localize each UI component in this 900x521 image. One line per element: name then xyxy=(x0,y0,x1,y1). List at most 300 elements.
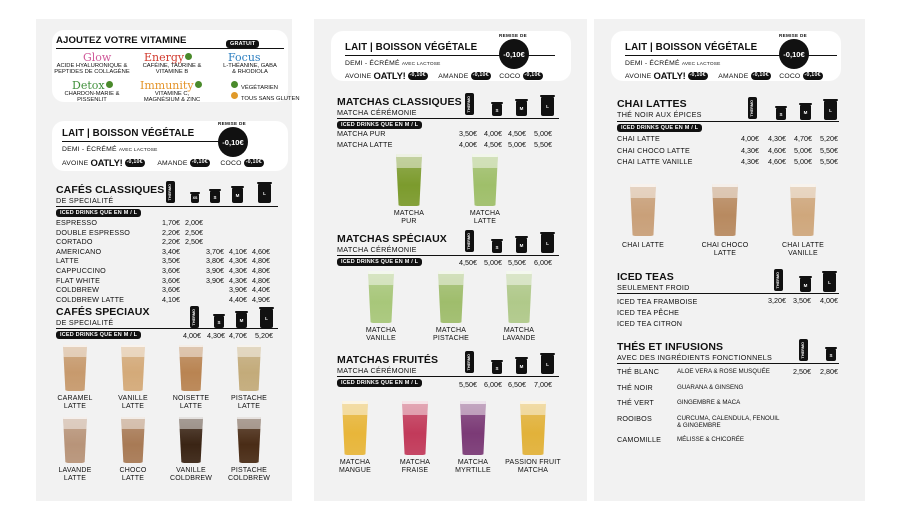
thermo-icon xyxy=(465,351,474,373)
oatly-logo: OATLY! xyxy=(653,71,686,82)
thermo-label: THERMO xyxy=(467,96,472,113)
glass-rim xyxy=(368,271,394,274)
price: 4,30€ xyxy=(741,145,759,155)
coco-label: COCO xyxy=(499,73,521,80)
vitamin-glow-desc2: PEPTIDES DE COLLAGÈNE xyxy=(54,69,130,75)
menu-item-name: CORTADO xyxy=(56,237,93,247)
glass-rim xyxy=(630,184,656,187)
menu-item-name: LATTE xyxy=(56,256,79,266)
thermo-icon xyxy=(799,339,808,361)
price: 5,20€ xyxy=(255,331,273,340)
price: 6,00€ xyxy=(534,258,552,267)
glass-rim xyxy=(237,417,261,419)
vitamin-immunity-desc: VITAMINE C, xyxy=(154,91,190,97)
avec-lactose: AVEC LACTOSE xyxy=(401,62,441,67)
cup-l-icon xyxy=(823,273,836,292)
drink-label: CHOCO xyxy=(119,467,147,474)
drink-label: MYRTILLE xyxy=(455,467,491,474)
glass-rim xyxy=(63,345,87,347)
discount-pill: -0,10€ xyxy=(472,72,489,79)
iced-teas-subtitle: SEULEMENT FROID xyxy=(617,283,690,292)
drink-label: CARAMEL xyxy=(57,395,93,402)
drink-label: COLDBREW xyxy=(227,475,271,482)
the-ingredients: CURCUMA, CALENDULA, FENOUIL xyxy=(677,415,780,422)
sans-gluten-label: TOUS SANS GLUTEN xyxy=(241,96,300,102)
size-s-label: S xyxy=(495,245,499,250)
leaf-icon xyxy=(185,53,192,60)
lait-demi xyxy=(62,147,158,154)
price: 3,60€ xyxy=(162,275,180,285)
iced-note: ICED DRINKS QUE EN M / L xyxy=(337,379,422,387)
size-s-label: S xyxy=(217,320,221,325)
discount-pill: -0,10€ xyxy=(524,72,541,79)
avoine-label: AVOINE xyxy=(345,73,372,80)
drink-label: COLDBREW xyxy=(169,475,213,482)
drink-label: PUR xyxy=(401,218,417,225)
divider xyxy=(337,255,559,256)
size-m-label: M xyxy=(235,193,240,198)
drink-label: FRAISE xyxy=(401,467,429,474)
price: 4,10€ xyxy=(229,246,247,256)
price: 4,60€ xyxy=(768,157,786,166)
cafes-speciaux-subtitle: DE SPECIALITÉ xyxy=(56,318,114,327)
glass-rim xyxy=(63,417,87,419)
drink-glass xyxy=(438,271,464,323)
cup-m-icon xyxy=(232,188,243,203)
the-ingredients: ALOE VERA & ROSE MUSQUÉE xyxy=(677,368,770,375)
vitamin-energy-desc: CAFÉINE, TAURINE & xyxy=(142,63,202,69)
size-xs-label: XS xyxy=(192,196,198,200)
cup-s-icon xyxy=(492,241,502,253)
size-l-label: L xyxy=(265,316,268,321)
thermo-label: THERMO xyxy=(467,354,472,371)
lait-title: LAIT | BOISSON VÉGÉTALE xyxy=(62,128,195,139)
price: 3,50€ xyxy=(459,129,477,138)
amande-label: AMANDE xyxy=(157,160,188,167)
drink-glass xyxy=(472,154,498,206)
cup-l-icon xyxy=(541,234,554,253)
cup-s-icon xyxy=(826,349,836,361)
thermo-label: THERMO xyxy=(168,184,173,201)
drink-label: MATCHA xyxy=(393,210,425,217)
drink-label: MATCHA xyxy=(469,210,501,217)
menu-item-name: CHAI LATTE xyxy=(617,134,661,143)
drink-label: MATCHA xyxy=(517,467,549,474)
drink-glass xyxy=(520,401,546,455)
price: 6,00€ xyxy=(484,380,502,389)
menu-item-name: AMERICANO xyxy=(56,246,102,256)
drink-glass xyxy=(237,345,261,391)
the-name: ROOIBOS xyxy=(617,414,652,423)
drink-glass xyxy=(342,401,368,455)
demi-label: DEMI - ÉCRÉMÉ xyxy=(625,60,680,67)
glass-rim xyxy=(121,417,145,419)
drink-label: MATCHA xyxy=(399,459,431,466)
iced-tea-item: ICED TEA CITRON xyxy=(617,319,683,328)
drink-label: VANILLE xyxy=(118,395,148,402)
vitamin-immunity xyxy=(140,80,202,91)
price: 4,10€ xyxy=(162,294,180,304)
lait-card xyxy=(52,121,288,171)
price: 2,50€ xyxy=(185,237,203,247)
drink-glass xyxy=(63,417,87,463)
cafes-classiques-subtitle: DE SPECIALITÉ xyxy=(56,196,114,205)
vitamin-detox-desc: CHARDON-MARIE & xyxy=(64,91,120,97)
vitamin-energy-name: Energy xyxy=(144,51,185,64)
divider xyxy=(337,118,559,119)
drink-label: PASSION FRUIT xyxy=(505,459,561,466)
lait-card xyxy=(611,31,841,81)
divider xyxy=(62,141,230,142)
drink-label: PISTACHE xyxy=(230,467,268,474)
cup-m-icon xyxy=(800,105,811,120)
vitamin-detox-name: Detox xyxy=(72,79,105,92)
the-ingredients: MÉLISSE & CHICORÉE xyxy=(677,436,745,443)
drink-glass xyxy=(460,401,486,455)
thermo-label: THERMO xyxy=(776,272,781,289)
price: 3,80€ xyxy=(206,256,224,266)
size-s-label: S xyxy=(829,353,833,358)
menu-item-name: DOUBLE ESPRESSO xyxy=(56,227,131,237)
thermo-label: THERMO xyxy=(801,342,806,359)
menu-item-name: MATCHA LATTE xyxy=(337,140,393,149)
lait-options xyxy=(625,72,823,82)
glass-rim xyxy=(402,401,428,404)
price: 5,00€ xyxy=(508,140,526,149)
chai-lattes-title: CHAI LATTES xyxy=(617,98,687,110)
glass-rim xyxy=(790,184,816,187)
price: 3,60€ xyxy=(162,285,180,295)
drink-label: CHAI CHOCO xyxy=(701,242,749,249)
divider xyxy=(56,48,284,49)
price: 4,60€ xyxy=(768,145,786,155)
the-ingredients: GUARANA & GINSENG xyxy=(677,384,744,391)
price: 3,90€ xyxy=(206,266,224,275)
menu-item-name: CHAI LATTE VANILLE xyxy=(617,157,693,166)
drink-label: VANILLE xyxy=(366,335,396,342)
thermo-icon xyxy=(748,97,757,119)
the-name: THÉ BLANC xyxy=(617,367,660,376)
vitamin-glow: Glow xyxy=(83,51,112,64)
remise-disc: -0,10€ xyxy=(499,39,529,69)
remise-label: REMISE DE xyxy=(779,33,807,38)
price: 3,50€ xyxy=(162,256,180,266)
menu-item-name: ESPRESSO xyxy=(56,218,98,227)
size-s-label: S xyxy=(495,366,499,371)
price: 2,50€ xyxy=(185,227,203,237)
cup-s-icon xyxy=(800,278,811,292)
vitamins-title: AJOUTEZ VOTRE VITAMINE xyxy=(56,35,187,46)
iced-tea-item: ICED TEA PÊCHE xyxy=(617,308,680,317)
lait-options xyxy=(62,159,264,169)
price: 4,80€ xyxy=(252,275,270,285)
avoine-label: AVOINE xyxy=(625,73,652,80)
discount-pill: -0,10€ xyxy=(191,159,208,166)
discount-pill: -0,10€ xyxy=(409,72,426,79)
remise-disc: -0,10€ xyxy=(218,127,248,157)
drink-glass xyxy=(237,417,261,463)
oatly-logo: OATLY! xyxy=(373,71,406,82)
cup-m-icon xyxy=(236,313,247,328)
iced-note: ICED DRINKS QUE EN M / L xyxy=(337,258,422,266)
drink-glass xyxy=(396,154,422,206)
iced-tea-item: ICED TEA FRAMBOISE xyxy=(617,297,698,306)
cup-s-icon xyxy=(210,191,220,203)
vitamin-energy xyxy=(144,52,192,63)
glass-rim xyxy=(179,345,203,347)
price: 4,30€ xyxy=(768,134,786,143)
price: 4,00€ xyxy=(183,331,201,340)
cup-l-icon xyxy=(260,309,273,328)
amande-label: AMANDE xyxy=(438,73,469,80)
section-title: MATCHAS FRUITÉS xyxy=(337,354,439,366)
drink-label: MATCHA xyxy=(365,327,397,334)
divider xyxy=(56,206,278,207)
drink-label: VANILLE xyxy=(788,250,818,257)
size-l-label: L xyxy=(546,104,549,109)
size-m-label: M xyxy=(519,106,524,111)
vitamin-focus: Focus xyxy=(228,51,261,64)
price: 3,70€ xyxy=(206,246,224,256)
price: 4,00€ xyxy=(820,296,838,305)
section-subtitle: MATCHA CÉRÉMONIE xyxy=(337,108,417,117)
menu-panel-chai-the xyxy=(594,19,865,501)
glass-rim xyxy=(342,401,368,404)
remise-disc: -0,10€ xyxy=(779,39,809,69)
glass-rim xyxy=(179,417,203,419)
discount-pill: -0,10€ xyxy=(245,159,262,166)
drink-glass xyxy=(63,345,87,391)
the-name: THÉ NOIR xyxy=(617,383,653,392)
discount-pill: -0,10€ xyxy=(804,72,821,79)
lait-card xyxy=(331,31,571,81)
price: 2,20€ xyxy=(162,227,180,237)
remise-label: REMISE DE xyxy=(499,33,527,38)
drink-glass xyxy=(368,271,394,323)
price: 4,30€ xyxy=(741,157,759,166)
drink-label: LATTE xyxy=(713,250,737,257)
drink-label: CHAI LATTE xyxy=(622,242,664,249)
cup-l-icon xyxy=(541,97,554,116)
price: 4,50€ xyxy=(484,140,502,149)
price: 3,90€ xyxy=(206,275,224,285)
thermo-icon xyxy=(190,306,199,328)
drink-label: LATTE xyxy=(237,403,261,410)
glass-rim xyxy=(121,345,145,347)
vitamin-energy-desc2: VITAMINE B xyxy=(155,69,189,75)
chai-lattes-subtitle: THÉ NOIR AUX ÉPICES xyxy=(617,110,702,119)
glass-rim xyxy=(520,401,546,404)
thermo-label: THERMO xyxy=(192,309,197,326)
menu-item-name: COLDBREW LATTE xyxy=(56,294,125,304)
price: 5,50€ xyxy=(459,380,477,389)
drink-label: LATTE xyxy=(121,403,145,410)
lait-options xyxy=(345,72,543,82)
price: 2,50€ xyxy=(793,367,811,376)
section-subtitle: MATCHA CÉRÉMONIE xyxy=(337,366,417,375)
price: 4,70€ xyxy=(794,134,812,143)
sans-gluten-legend xyxy=(230,92,300,103)
drink-glass xyxy=(179,345,203,391)
glass-rim xyxy=(460,401,486,404)
size-s-label: S xyxy=(495,108,499,113)
size-m-label: M xyxy=(803,283,808,288)
section-title: MATCHAS CLASSIQUES xyxy=(337,96,462,108)
thes-subtitle: AVEC DES INGRÉDIENTS FONCTIONNELS xyxy=(617,353,773,362)
size-l-label: L xyxy=(829,108,832,113)
price: 2,80€ xyxy=(820,367,838,376)
drink-label: MATCHA xyxy=(457,459,489,466)
drink-glass xyxy=(402,401,428,455)
drink-label: LATTE xyxy=(179,403,203,410)
drink-label: MATCHA xyxy=(435,327,467,334)
price: 3,90€ xyxy=(229,285,247,295)
size-l-label: L xyxy=(546,362,549,367)
cup-l-icon xyxy=(541,355,554,374)
price: 1,70€ xyxy=(162,218,180,227)
price: 4,50€ xyxy=(459,258,477,267)
lait-title: LAIT | BOISSON VÉGÉTALE xyxy=(625,42,758,53)
section-subtitle: MATCHA CÉRÉMONIE xyxy=(337,245,417,254)
gratuit-badge: GRATUIT xyxy=(226,40,259,48)
section-title: MATCHAS SPÉCIAUX xyxy=(337,233,447,245)
thermo-icon xyxy=(465,230,474,252)
demi-label: DEMI - ÉCRÉMÉ xyxy=(62,146,117,153)
cup-m-icon xyxy=(516,101,527,116)
drink-label: MANGUE xyxy=(339,467,371,474)
menu-panel-cafes xyxy=(36,19,300,501)
price: 3,60€ xyxy=(162,266,180,275)
thermo-icon xyxy=(465,93,474,115)
drink-glass xyxy=(712,184,738,236)
cup-l-icon xyxy=(824,101,837,120)
price: 5,00€ xyxy=(484,258,502,267)
discount-pill: -0,10€ xyxy=(752,72,769,79)
menu-item-name: CAPPUCCINO xyxy=(56,266,106,275)
price: 2,00€ xyxy=(185,218,203,227)
lait-demi xyxy=(345,61,441,68)
vitamin-focus-desc2: & RHODIOLA xyxy=(232,69,268,75)
price: 5,00€ xyxy=(794,157,812,166)
vegetarien-label: VÉGÉTARIEN xyxy=(241,85,278,91)
price: 4,30€ xyxy=(207,331,225,340)
divider xyxy=(617,293,839,294)
glass-rim xyxy=(237,345,261,347)
price: 5,50€ xyxy=(820,145,838,155)
size-s-label: S xyxy=(213,195,217,200)
cup-l-icon xyxy=(258,184,271,203)
price: 4,00€ xyxy=(741,134,759,143)
size-l-label: L xyxy=(828,280,831,285)
amande-label: AMANDE xyxy=(718,73,749,80)
drink-label: PISTACHE xyxy=(230,395,268,402)
price: 5,50€ xyxy=(820,157,838,166)
oatly-logo: OATLY! xyxy=(90,158,123,169)
vitamin-glow-desc: ACIDE HYALURONIQUE & xyxy=(56,63,128,69)
drink-label: MATCHA xyxy=(339,459,371,466)
menu-item-name: FLAT WHITE xyxy=(56,275,101,285)
price: 2,20€ xyxy=(162,237,180,247)
vitamin-detox xyxy=(72,80,113,91)
drink-label: LATTE xyxy=(473,218,497,225)
discount-pill: -0,10€ xyxy=(126,159,143,166)
cafes-classiques-title: CAFÉS CLASSIQUES xyxy=(56,184,165,196)
leaf-icon xyxy=(195,81,202,88)
price: 5,00€ xyxy=(534,129,552,138)
drink-glass xyxy=(121,417,145,463)
price: 5,50€ xyxy=(508,258,526,267)
cup-s-icon xyxy=(214,316,224,328)
coco-label: COCO xyxy=(779,73,801,80)
drink-label: LATTE xyxy=(63,475,87,482)
price: 4,00€ xyxy=(484,129,502,138)
leaf-icon xyxy=(106,81,113,88)
divider xyxy=(617,363,839,364)
price: 4,40€ xyxy=(229,294,247,304)
size-l-label: L xyxy=(546,241,549,246)
price: 4,30€ xyxy=(229,275,247,285)
glass-rim xyxy=(472,154,498,157)
thes-title: THÉS ET INFUSIONS xyxy=(617,341,724,353)
drink-label: LAVANDE xyxy=(58,467,92,474)
glass-rim xyxy=(438,271,464,274)
iced-note: ICED DRINKS QUE EN M / L xyxy=(337,121,422,129)
thermo-label: THERMO xyxy=(750,100,755,117)
drink-label: CHAI LATTE xyxy=(782,242,824,249)
thermo-icon xyxy=(774,269,783,291)
leaf-icon xyxy=(231,81,238,88)
iced-note: ICED DRINKS QUE EN M / L xyxy=(56,331,141,339)
price: 4,30€ xyxy=(229,266,247,275)
gluten-free-icon xyxy=(231,92,238,99)
lait-title: LAIT | BOISSON VÉGÉTALE xyxy=(345,42,478,53)
remise-label: REMISE DE xyxy=(218,121,246,126)
vegetarien-legend xyxy=(230,81,278,92)
cup-m-icon xyxy=(516,238,527,253)
menu-item-name: MATCHA PUR xyxy=(337,129,386,138)
glass-rim xyxy=(506,271,532,274)
glass-rim xyxy=(396,154,422,157)
price: 4,00€ xyxy=(459,140,477,149)
price: 4,50€ xyxy=(508,129,526,138)
drink-glass xyxy=(506,271,532,323)
iced-note: ICED DRINKS QUE EN M / L xyxy=(617,124,702,132)
cafes-speciaux-title: CAFÉS SPECIAUX xyxy=(56,306,150,318)
cup-xs-icon xyxy=(191,194,199,203)
size-m-label: M xyxy=(803,110,808,115)
size-m-label: M xyxy=(519,243,524,248)
price: 5,50€ xyxy=(534,140,552,149)
iced-note: ICED DRINKS QUE EN M / L xyxy=(56,209,141,217)
price: 5,00€ xyxy=(794,145,812,155)
price: 5,20€ xyxy=(820,134,838,143)
avoine-label: AVOINE xyxy=(62,160,89,167)
divider xyxy=(56,328,278,329)
size-m-label: M xyxy=(519,364,524,369)
the-ingredients: & GINGEMBRE xyxy=(677,422,721,429)
size-l-label: L xyxy=(263,191,266,196)
menu-panel-matchas xyxy=(314,19,587,501)
price: 4,90€ xyxy=(252,294,270,304)
menu-item-name: CHAI CHOCO LATTE xyxy=(617,145,690,155)
cup-s-icon xyxy=(492,362,502,374)
price: 4,80€ xyxy=(252,266,270,275)
drink-label: NOISETTE xyxy=(172,395,210,402)
thermo-label: THERMO xyxy=(467,233,472,250)
drink-label: VANILLE xyxy=(176,467,206,474)
demi-label: DEMI - ÉCRÉMÉ xyxy=(345,60,400,67)
divider xyxy=(617,121,839,122)
